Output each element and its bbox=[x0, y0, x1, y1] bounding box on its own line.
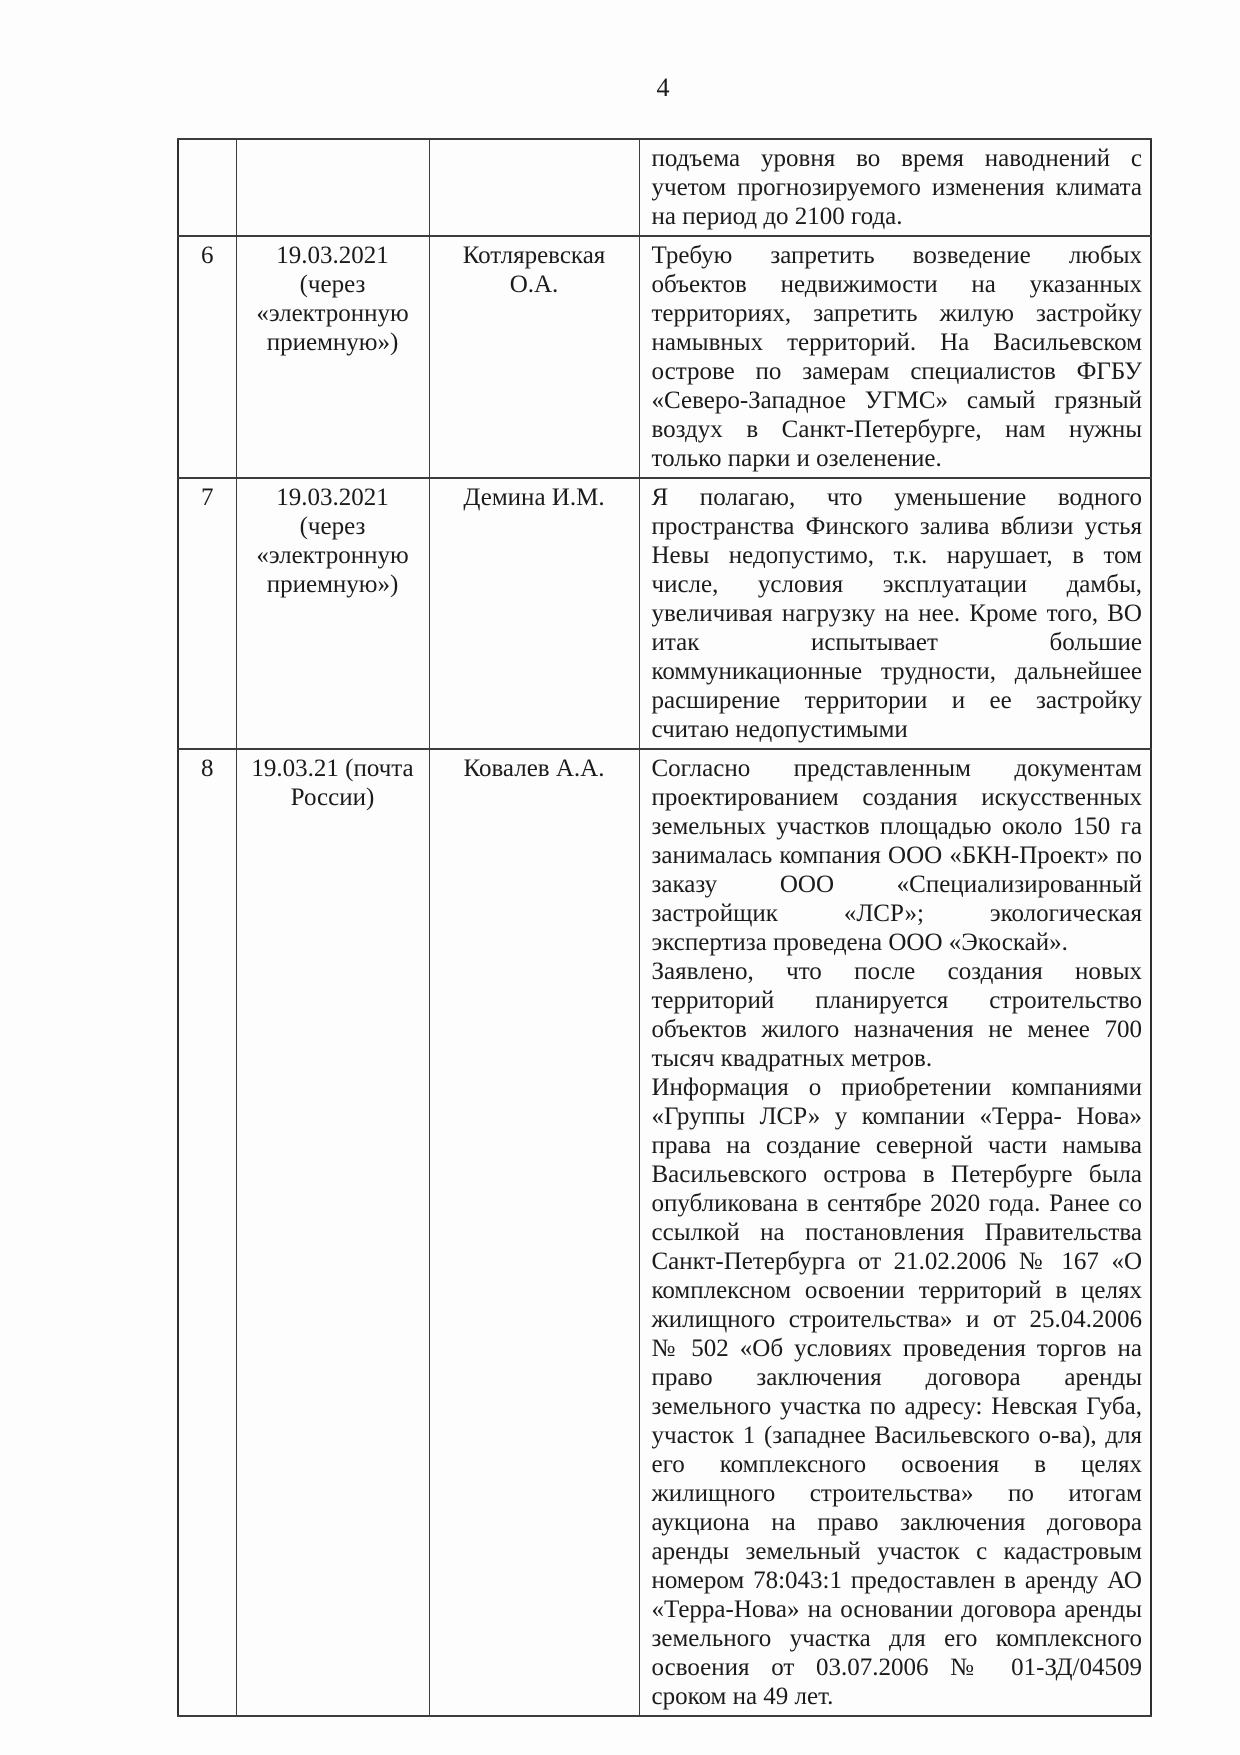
row-number-cell: 6 bbox=[178, 236, 236, 478]
author-cell: Ковалев А.А. bbox=[429, 749, 639, 1716]
date-cell: 19.03.2021 (через «электронную приемную») bbox=[236, 236, 429, 478]
date-cell: 19.03.2021 (через «электронную приемную») bbox=[236, 478, 429, 749]
content-paragraph: Требую запретить возведение любых объектов недвижимости на указанных территориях, запретить жилую застройку намывных территорий. На Васильевском острове по замерам специалистов ФГБУ «Северо-Западное УГМС» самый грязный воздух в Санкт-Петербурге, нам нужны только парки и озеленение. bbox=[651, 242, 1142, 472]
date-cell: 19.03.21 (почта России) bbox=[236, 749, 429, 1716]
table-row-6 bbox=[178, 236, 1151, 478]
table-row-continuation bbox=[178, 139, 1151, 236]
content-cell bbox=[639, 139, 1151, 236]
content-paragraph: Согласно представленным документам проектированием создания искусственных земельных участков площадью около 150 га занималась компания ООО «БКН-Проект» по заказу ООО «Специализированный застройщик «ЛСР»; экологическая экспертиза проведена ООО «Экоскай». bbox=[651, 755, 1142, 956]
content-cell bbox=[639, 478, 1151, 749]
row-number-cell bbox=[178, 139, 236, 236]
author-cell bbox=[429, 139, 639, 236]
content-cell bbox=[639, 236, 1151, 478]
content-cell bbox=[639, 749, 1151, 1716]
author-cell: Демина И.М. bbox=[429, 478, 639, 749]
page-number: 4 bbox=[656, 73, 670, 102]
date-cell bbox=[236, 139, 429, 236]
content-paragraph: Я полагаю, что уменьшение водного пространства Финского залива вблизи устья Невы недопустимо, т.к. нарушает, в том числе, условия эксплуатации дамбы, увеличивая нагрузку на нее. Кроме того, ВО итак испытывает большие коммуникационные трудности, дальнейшее расширение территории и ее застройку считаю недопустимыми bbox=[651, 484, 1142, 743]
content-paragraph: Заявлено, что после создания новых территорий планируется строительство объектов жилого назначения не менее 700 тысяч квадратных метров. bbox=[651, 958, 1142, 1072]
content-paragraph: Информация о приобретении компаниями «Группы ЛСР» у компании «Терра- Нова» права на создание северной части намыва Васильевского острова в Петербурге была опубликована в сентябре 2020 года. Ранее со ссылкой на постановления Правительства Санкт-Петербурга от 21.02.2006 № 167 «О комплексном освоении территорий в целях жилищного строительства» и от 25.04.2006 № 502 «Об условиях проведения торгов на право заключения договора аренды земельного участка по адресу: Невская Губа, участок 1 (западнее Васильевского о-ва), для его комплексного освоения в целях жилищного строительства» по итогам аукциона на право заключения договора аренды земельный участок с кадастровым номером 78:043:1 предоставлен в аренду АО «Терра-Нова» на основании договора аренды земельного участка для его комплексного освоения от 03.07.2006 № 01-ЗД/04509 сроком на 49 лет. bbox=[651, 1074, 1142, 1710]
appeals-table bbox=[177, 138, 1152, 1717]
row-number-cell: 7 bbox=[178, 478, 236, 749]
table-row-7 bbox=[178, 478, 1151, 749]
author-cell: Котляревская О.А. bbox=[429, 236, 639, 478]
table-row-8 bbox=[178, 749, 1151, 1716]
content-paragraph: подъема уровня во время наводнений с учетом прогнозируемого изменения климата на период до 2100 года. bbox=[651, 145, 1142, 230]
row-number-cell: 8 bbox=[178, 749, 236, 1716]
